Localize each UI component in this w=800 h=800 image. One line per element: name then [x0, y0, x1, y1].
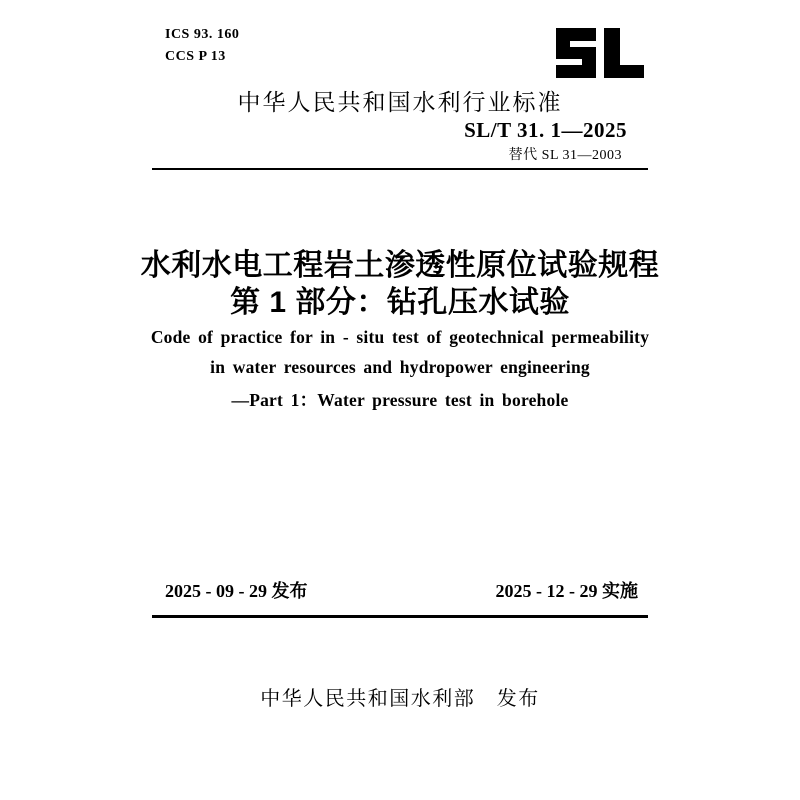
title-en-line2: in water resources and hydropower engineering — [210, 357, 590, 377]
replaces-note: 替代 SL 31—2003 — [508, 148, 622, 163]
issue-date: 2025 - 09 - 29 发布 — [165, 581, 308, 601]
standard-number: SL/T 31. 1—2025 — [464, 118, 627, 142]
title-zh-line2: 第 1 部分：钻孔压水试验 — [230, 286, 570, 319]
footer-divider-rule — [152, 615, 648, 618]
implement-date: 2025 - 12 - 29 实施 — [495, 581, 638, 601]
ics-code: ICS 93. 160 — [165, 27, 240, 42]
standard-type-heading: 中华人民共和国水利行业标准 — [237, 89, 563, 115]
sl-logo-icon — [554, 28, 646, 78]
header-divider-rule — [152, 168, 648, 170]
ccs-code: CCS P 13 — [165, 49, 226, 64]
title-en-line3: —Part 1：Water pressure test in borehole — [231, 390, 569, 410]
title-en-line1: Code of practice for in - situ test of geotechnical permeability — [150, 327, 650, 347]
publisher-line: 中华人民共和国水利部 发布 — [260, 688, 540, 710]
title-zh-line1: 水利水电工程岩土渗透性原位试验规程 — [140, 249, 660, 282]
dates-row — [152, 577, 648, 603]
